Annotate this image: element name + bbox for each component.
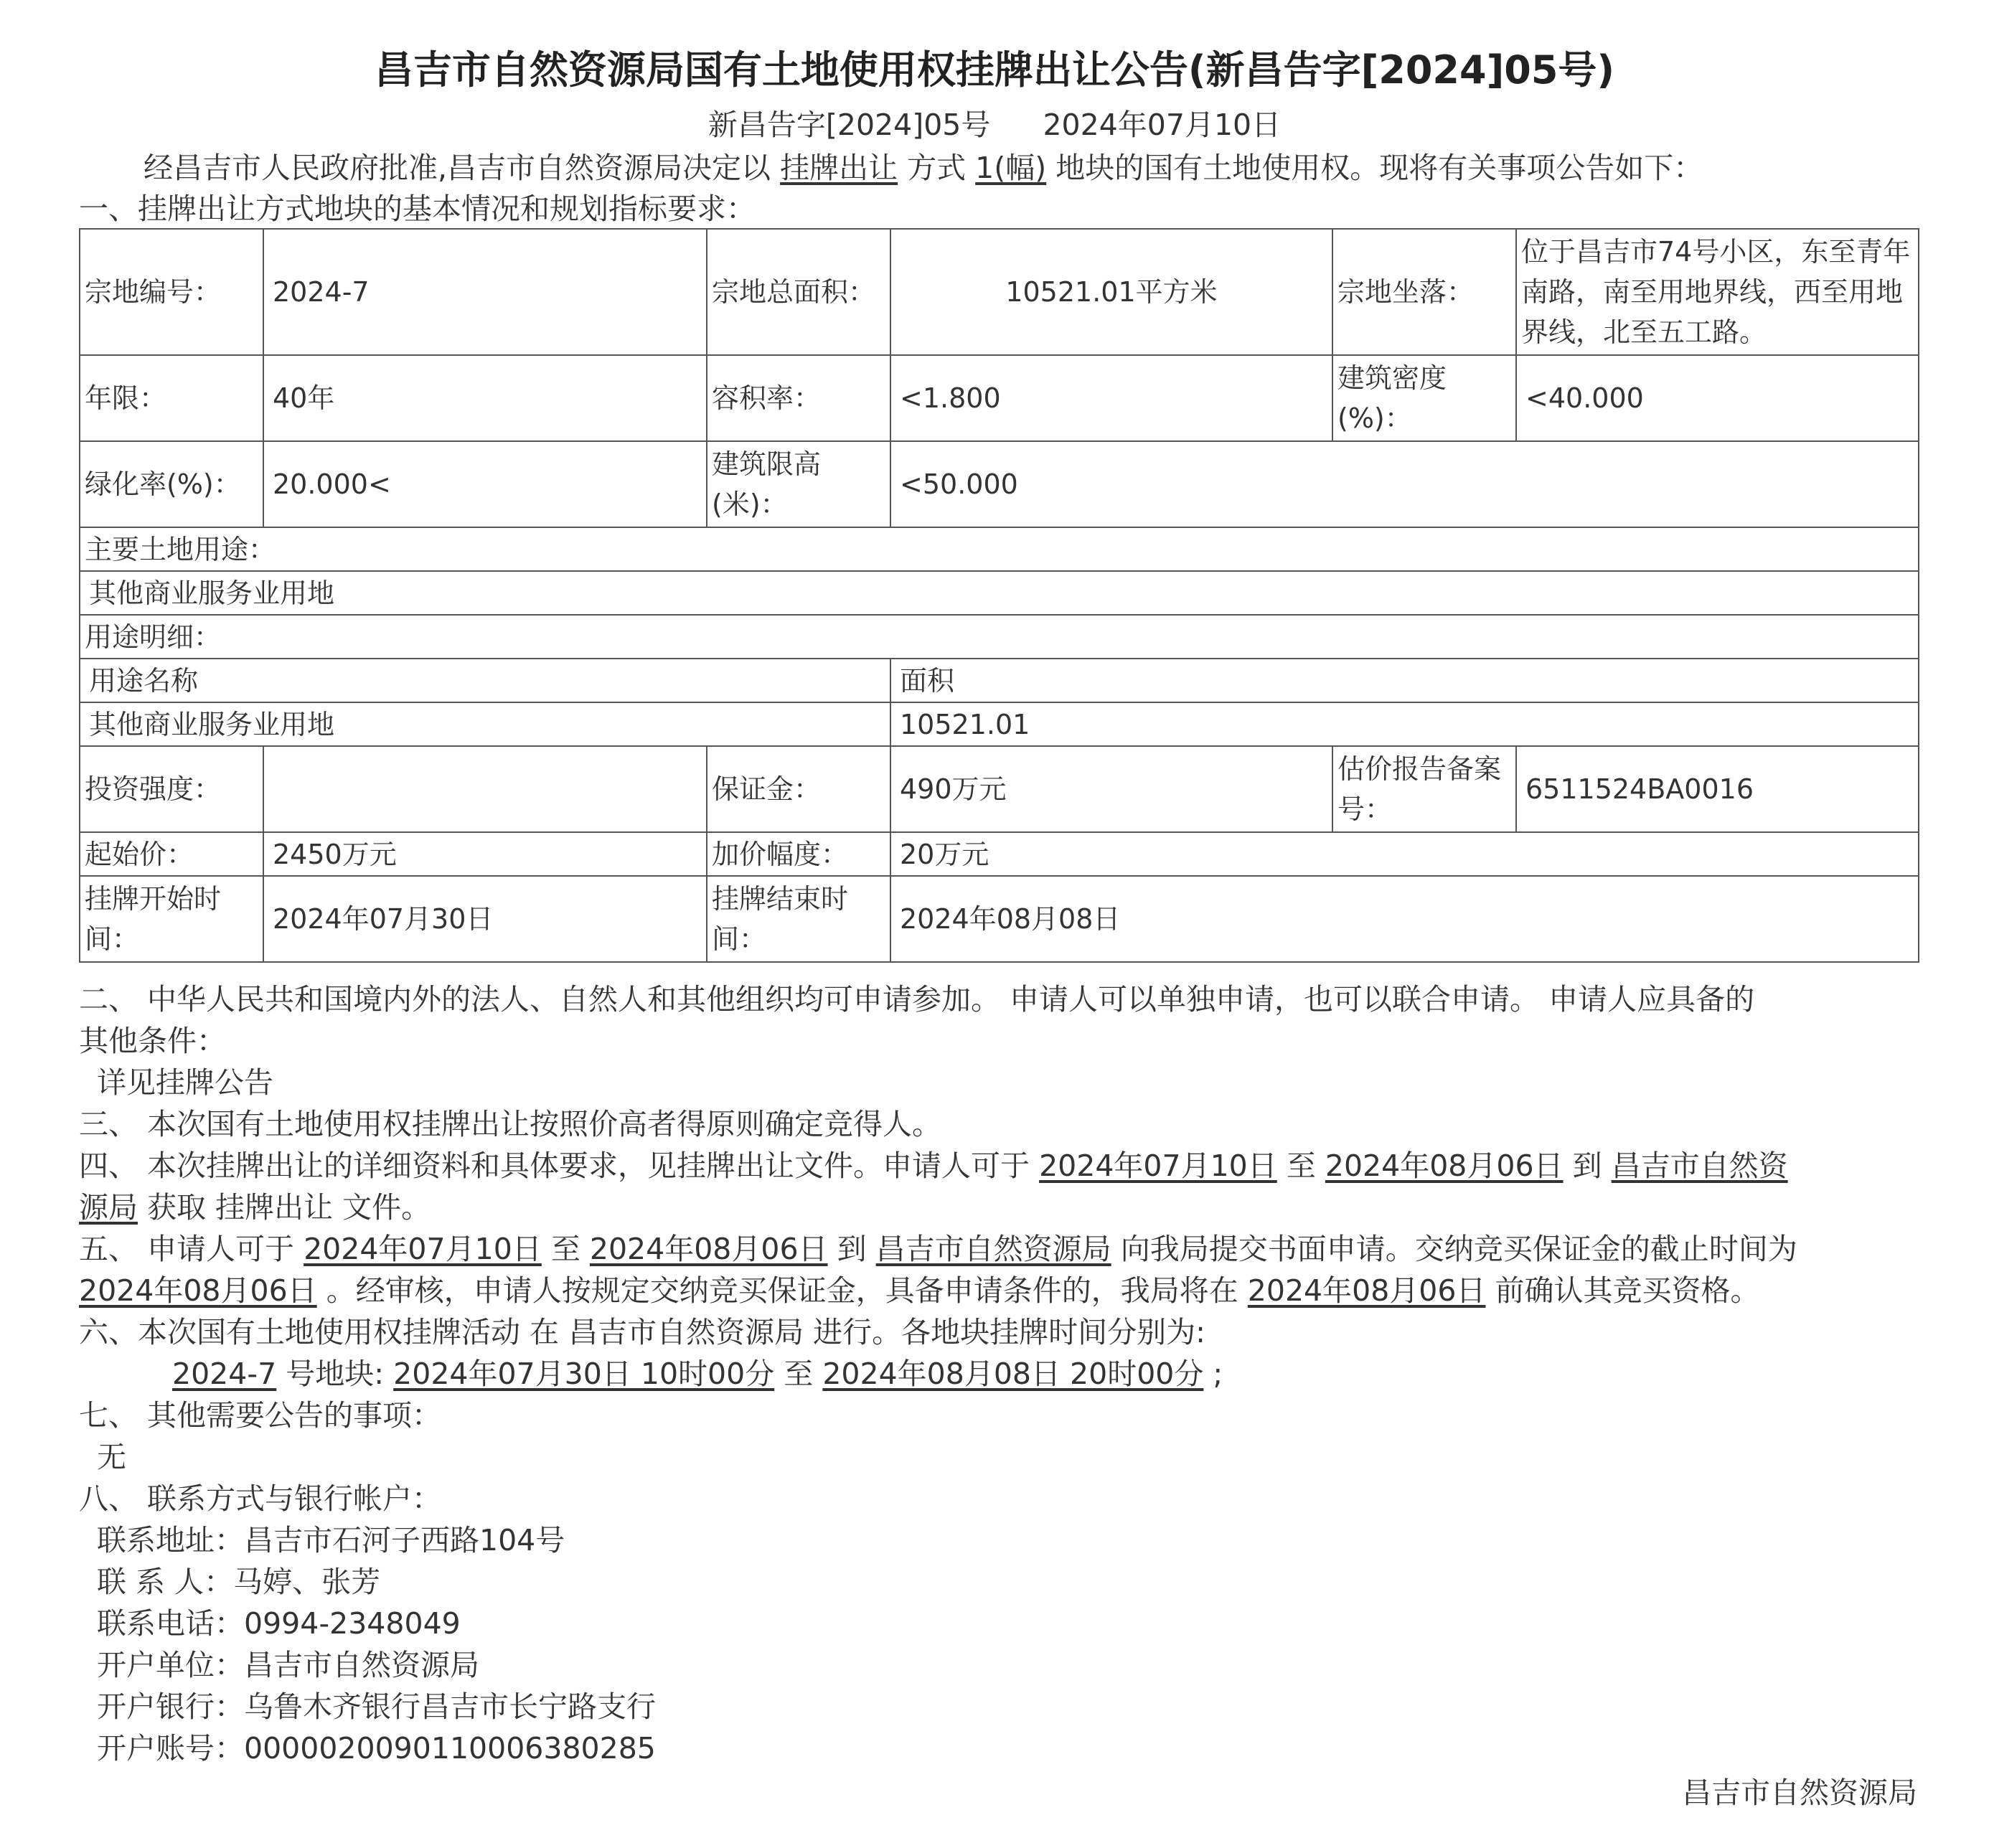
term-value: 40年	[263, 355, 707, 441]
deposit-deadline: 2024年08月06日	[79, 1273, 317, 1308]
section4-line1: 四、 本次挂牌出让的详细资料和具体要求，见挂牌出让文件。申请人可于 2024年07月10日 至 2024年08月06日 到 昌吉市自然资	[79, 1149, 1788, 1183]
schedule-start: 2024年07月30日 10时00分	[393, 1357, 775, 1391]
place-name: 昌吉市自然资源局	[875, 1232, 1111, 1266]
section7-content: 无	[97, 1440, 126, 1474]
deposit-label: 保证金：	[707, 746, 890, 832]
date-end: 2024年08月06日	[1325, 1149, 1564, 1183]
table-row	[80, 876, 1919, 962]
doc-meta	[0, 103, 1989, 146]
date-end: 2024年08月06日	[589, 1232, 828, 1266]
use-name-value: 其他商业服务业用地	[80, 702, 890, 746]
section4-line2: 源局 获取 挂牌出让 文件。	[79, 1190, 431, 1225]
parcel-no-label: 宗地编号：	[80, 229, 263, 355]
start-time-label: 挂牌开始时间：	[80, 876, 263, 962]
use-detail-label: 用途明细：	[80, 615, 1919, 659]
table-row	[80, 355, 1919, 441]
total-area-value: 10521.01平方米	[890, 229, 1332, 355]
far-value: <1.800	[890, 355, 1332, 441]
start-time-value: 2024年07月30日	[263, 876, 707, 962]
section5-line1: 五、 申请人可于 2024年07月10日 至 2024年08月06日 到 昌吉市自然资源局 向我局提交书面申请。交纳竞买保证金的截止时间为	[79, 1232, 1797, 1266]
section7-heading: 七、 其他需要公告的事项：	[79, 1398, 442, 1433]
table-row	[80, 571, 1919, 615]
account-bank: 开户银行：乌鲁木齐银行昌吉市长宁路支行	[97, 1689, 656, 1724]
place-name: 源局	[79, 1190, 138, 1225]
density-value: <40.000	[1516, 355, 1919, 441]
date-start: 2024年07月10日	[304, 1232, 542, 1266]
section2-line2: 其他条件：	[79, 1024, 226, 1058]
table-row	[80, 527, 1919, 571]
increment-label: 加价幅度：	[707, 832, 890, 876]
section6-schedule: 2024-7 号地块: 2024年07月30日 10时00分 至 2024年08月08日 20时00分 ;	[172, 1357, 1223, 1391]
deposit-value: 490万元	[890, 746, 1332, 832]
section8-heading: 八、 联系方式与银行帐户：	[79, 1481, 442, 1516]
main-use-label: 主要土地用途：	[80, 527, 1919, 571]
page-title: 昌吉市自然资源局国有土地使用权挂牌出让公告(新昌告字[2024]05号)	[374, 47, 1615, 93]
account-number: 开户账号：000002009011000638028​5	[97, 1731, 656, 1766]
green-label: 绿化率(%)：	[80, 441, 263, 527]
height-value: <50.000	[890, 441, 1919, 527]
section3: 三、 本次国有土地使用权挂牌出让按照价高者得原则确定竞得人。	[79, 1107, 942, 1141]
start-price-value: 2450万元	[263, 832, 707, 876]
use-name-header: 用途名称	[80, 659, 890, 702]
appraisal-label: 估价报告备案号：	[1332, 746, 1516, 832]
method-link: 挂牌出让	[780, 151, 898, 185]
section2-conditions: 详见挂牌公告	[97, 1065, 273, 1100]
table-row	[80, 746, 1919, 832]
total-area-label: 宗地总面积：	[707, 229, 890, 355]
term-label: 年限：	[80, 355, 263, 441]
parcel-info-table	[79, 228, 1919, 963]
parcel-id: 2024-7	[172, 1357, 277, 1391]
appraisal-value: 6511524BA0016	[1516, 746, 1919, 832]
green-value: 20.000<	[263, 441, 707, 527]
contact-person: 联 系 人：马婷、张芳	[97, 1565, 381, 1599]
account-unit: 开户单位：昌吉市自然资源局	[97, 1648, 479, 1682]
table-row	[80, 702, 1919, 746]
increment-value: 20万元	[890, 832, 1919, 876]
parcel-count: 1(幅)	[975, 151, 1047, 185]
far-label: 容积率：	[707, 355, 890, 441]
height-label: 建筑限高(米)：	[707, 441, 890, 527]
table-row	[80, 615, 1919, 659]
table-row	[80, 832, 1919, 876]
signature: 昌吉市自然资源局	[1682, 1776, 1917, 1810]
use-area-header: 面积	[890, 659, 1919, 702]
doc-date: 2024年07月10日	[1043, 108, 1282, 142]
section6-line1: 六、本次国有土地使用权挂牌活动 在 昌吉市自然资源局 进行。各地块挂牌时间分别为:	[79, 1315, 1205, 1349]
section1-heading: 一、挂牌出让方式地块的基本情况和规划指标要求：	[79, 192, 756, 226]
section5-line2: 2024年08月06日 。经审核，申请人按规定交纳竞买保证金，具备申请条件的，我局将在 2024年08月06日 前确认其竞买资格。	[79, 1273, 1760, 1308]
qualification-date: 2024年08月06日	[1247, 1273, 1486, 1308]
end-time-label: 挂牌结束时间：	[707, 876, 890, 962]
contact-address: 联系地址：昌吉市石河子西路104号	[97, 1523, 565, 1557]
use-area-value: 10521.01	[890, 702, 1919, 746]
schedule-end: 2024年08月08日 20时00分	[822, 1357, 1204, 1391]
invest-value	[263, 746, 707, 832]
doc-number: 新昌告字[2024]05号	[707, 108, 991, 142]
parcel-no-value: 2024-7	[263, 229, 707, 355]
table-row	[80, 659, 1919, 702]
end-time-value: 2024年08月08日	[890, 876, 1919, 962]
main-use-value: 其他商业服务业用地	[80, 571, 1919, 615]
table-row	[80, 229, 1919, 355]
invest-label: 投资强度：	[80, 746, 263, 832]
intro-paragraph: 经昌吉市人民政府批准,昌吉市自然资源局决定以 挂牌出让 方式 1(幅) 地块的国有土地使用权。现将有关事项公告如下：	[144, 151, 1703, 185]
section2-line1: 二、 中华人民共和国境内外的法人、自然人和其他组织均可申请参加。 申请人可以单独申请，也可以联合申请。 申请人应具备的	[79, 982, 1755, 1017]
date-start: 2024年07月10日	[1039, 1149, 1277, 1183]
contact-phone: 联系电话：0994-2348049	[97, 1606, 461, 1641]
start-price-label: 起始价：	[80, 832, 263, 876]
place-name: 昌吉市自然资	[1611, 1149, 1788, 1183]
density-label: 建筑密度(%)：	[1332, 355, 1516, 441]
location-value: 位于昌吉市74号小区，东至青年南路，南至用地界线，西至用地界线，北至五工路。	[1516, 229, 1919, 355]
table-row	[80, 441, 1919, 527]
location-label: 宗地坐落：	[1332, 229, 1516, 355]
